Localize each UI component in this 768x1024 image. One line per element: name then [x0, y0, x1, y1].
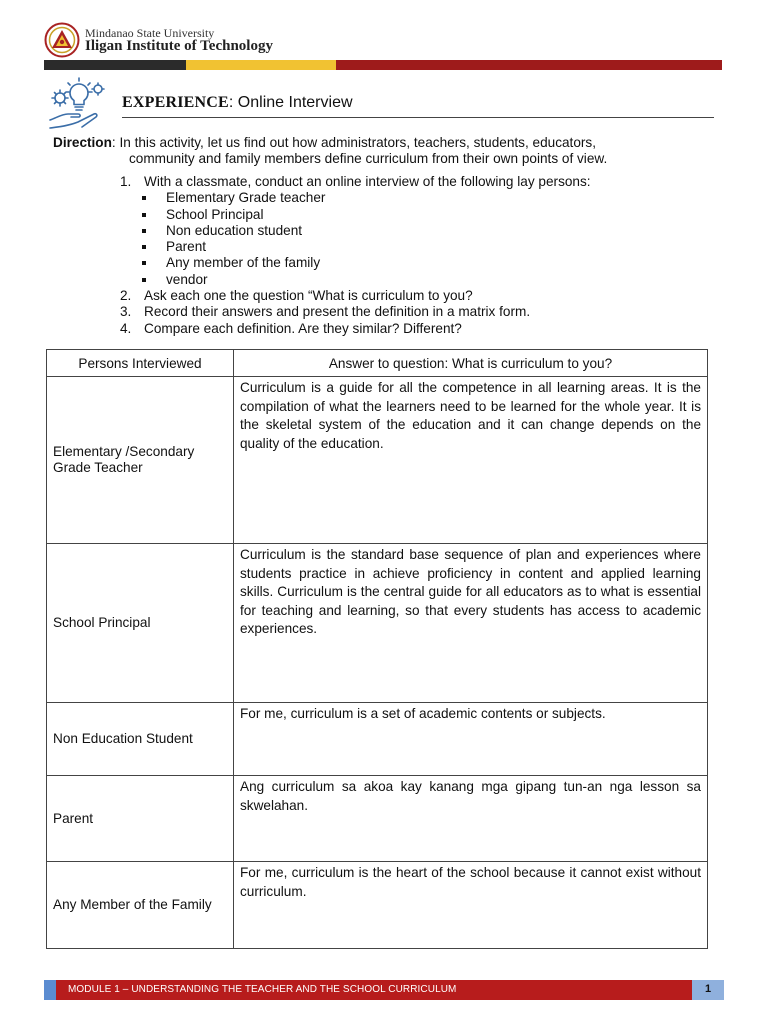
- answer-cell: Curriculum is the standard base sequence of plan and experiences where students practice in achieve proficiency in content and applied learning skills. Curriculum is the central guide for all educators as to what is essential for teaching and learning, so that every students has access to academic experiences.: [234, 544, 708, 703]
- lay-person-item: Non education student: [166, 223, 591, 239]
- direction-text-line2: community and family members define curriculum from their own points of view.: [129, 151, 608, 166]
- person-cell: School Principal: [47, 544, 234, 703]
- person-cell: Parent: [47, 776, 234, 862]
- answer-cell: For me, curriculum is a set of academic contents or subjects.: [234, 703, 708, 776]
- step-item: 3. Record their answers and present the definition in a matrix form.: [120, 304, 531, 320]
- person-cell: Non Education Student: [47, 703, 234, 776]
- step-item: 1. With a classmate, conduct an online interview of the following lay persons: Elementary Grade teacher School Principal Non education student Parent Any member of the family vendor: [120, 174, 591, 287]
- steps-list: [120, 174, 591, 337]
- title-divider: [122, 117, 714, 118]
- column-header-answer: Answer to question: What is curriculum to you?: [234, 350, 708, 377]
- table-row: [47, 377, 708, 544]
- header-band-yellow: [186, 60, 336, 70]
- direction-text-line1: : In this activity, let us find out how administrators, teachers, students, educators,: [111, 135, 596, 150]
- step-item: 4. Compare each definition. Are they similar? Different?: [120, 320, 462, 336]
- table-row: [47, 703, 708, 776]
- institute-name: Iligan Institute of Technology: [85, 38, 273, 54]
- table-header-row: [47, 350, 708, 377]
- table-row: [47, 862, 708, 949]
- answer-cell: Ang curriculum sa akoa kay kanang mga gipang tun-an nga lesson sa skwelahan.: [234, 776, 708, 862]
- direction-paragraph: [53, 135, 713, 167]
- interview-matrix-table: [46, 349, 708, 949]
- answer-cell: Curriculum is a guide for all the competence in all learning areas. It is the compilation of what the learners need to be learned for the whole year. It is the skeletal system of the education and it can change depends on the quality of the education.: [234, 377, 708, 544]
- answer-cell: For me, curriculum is the heart of the school because it cannot exist without curriculum.: [234, 862, 708, 949]
- footer-accent-left: [44, 980, 56, 1000]
- header-band-red: [336, 60, 722, 70]
- person-cell: Any Member of the Family: [47, 862, 234, 949]
- footer-module-title: MODULE 1 – UNDERSTANDING THE TEACHER AND THE SCHOOL CURRICULUM: [68, 984, 457, 995]
- lay-person-item: Elementary Grade teacher: [166, 190, 591, 206]
- lay-persons-list: [120, 190, 591, 288]
- lay-person-item: Parent: [166, 239, 591, 255]
- person-cell: Elementary /Secondary Grade Teacher: [47, 377, 234, 544]
- university-name: Mindanao State University: [85, 26, 215, 40]
- header-band-dark: [44, 60, 186, 70]
- lay-person-item: School Principal: [166, 207, 591, 223]
- msu-iit-logo-icon: [44, 22, 80, 58]
- column-header-persons: Persons Interviewed: [47, 350, 234, 377]
- table-row: [47, 776, 708, 862]
- direction-label: Direction: [53, 135, 112, 150]
- gear-lightbulb-hand-icon: [46, 76, 112, 130]
- activity-title-sub: : Online Interview: [228, 94, 353, 111]
- lay-person-item: vendor: [166, 272, 591, 288]
- page-number: 1: [704, 983, 712, 995]
- activity-title: [122, 94, 353, 112]
- activity-title-main: EXPERIENCE: [122, 94, 229, 111]
- lay-person-item: Any member of the family: [166, 255, 591, 271]
- table-row: [47, 544, 708, 703]
- step-item: 2. Ask each one the question “What is curriculum to you?: [120, 288, 473, 304]
